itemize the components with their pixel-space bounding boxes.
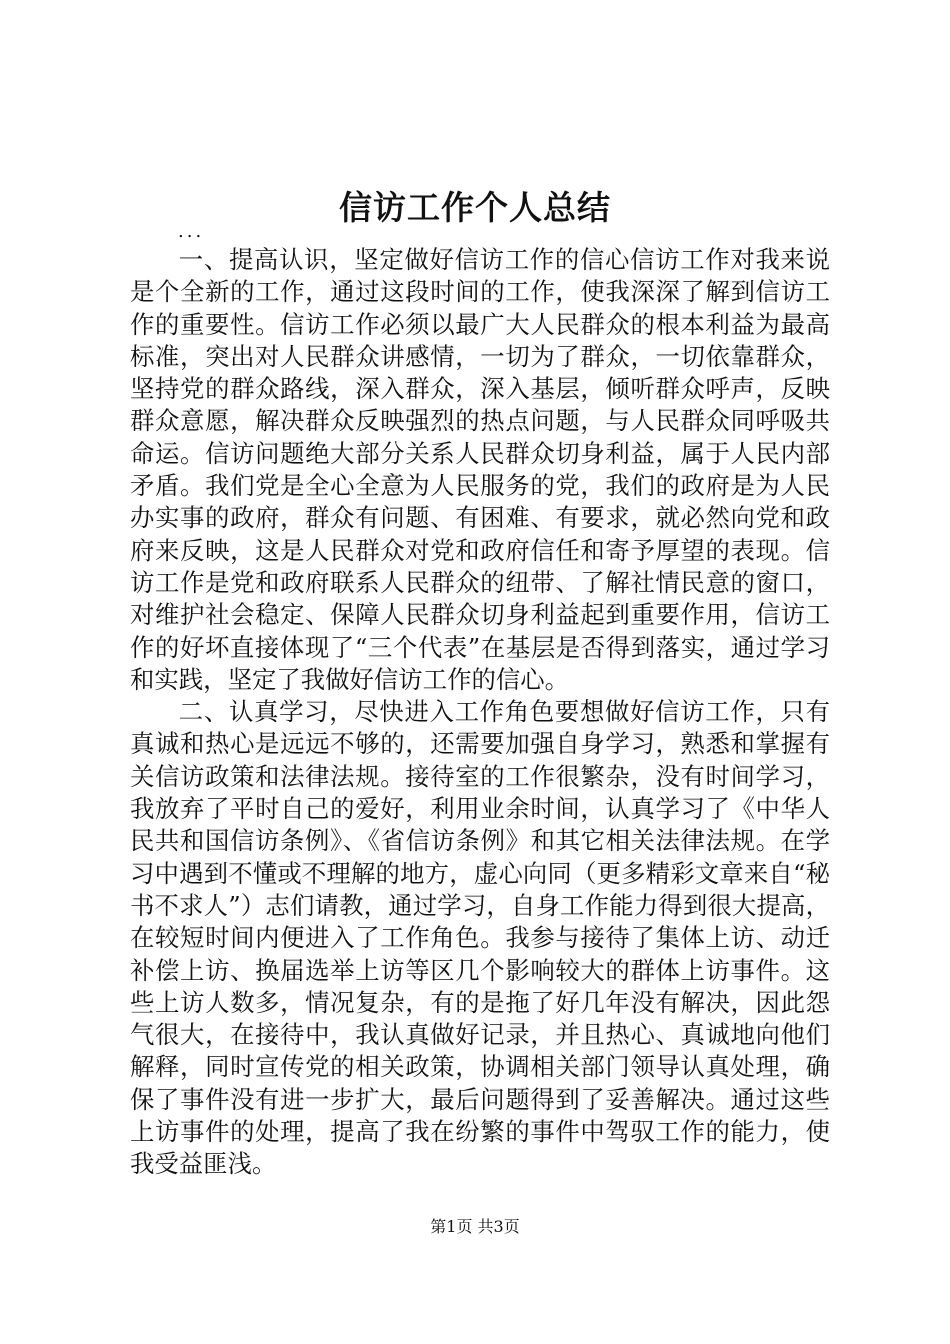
paragraph-1: 一、提高认识，坚定做好信访工作的信心信访工作对我来说是个全新的工作，通过这段时间的工作，使我深深了解到信访工作的重要性。信访工作必须以最广大人民群众的根本利益为最高标准，突出对人民群众讲感情，一切为了群众，一切依靠群众，坚持党的群众路线，深入群众，深入基层，倾听群众呼声，反映群众意愿，解决群众反映强烈的热点问题，与人民群众同呼吸共命运。信访问题绝大部分关系人民群众切身利益，属于人民内部矛盾。我们党是全心全意为人民服务的党，我们的政府是为人民办实事的政府，群众有问题、有困难、有要求，就必然向党和政府来反映，这是人民群众对党和政府信任和寄予厚望的表现。信访工作是党和政府联系人民群众的纽带、了解社情民意的窗口，对维护社会稳定、保障人民群众切身利益起到重要作用，信访工作的好坏直接体现了“三个代表”在基层是否得到落实，通过学习和实践，坚定了我做好信访工作的信心。 [130,245,830,694]
page-footer: 第1页 共3页 [430,1217,520,1236]
ellipsis-marker: ... [178,221,205,242]
paragraph-2: 二、认真学习，尽快进入工作角色要想做好信访工作，只有真诚和热心是远远不够的，还需要加强自身学习，熟悉和掌握有关信访政策和法律法规。接待室的工作很繁杂，没有时间学习，我放弃了平时自己的爱好，利用业余时间，认真学习了《中华人民共和国信访条例》、《省信访条例》和其它相关法律法规。在学习中遇到不懂或不理解的地方，虚心向同（更多精彩文章来自“秘书不求人”）志们请教，通过学习，自身工作能力得到很大提高，在较短时间内便进入了工作角色。我参与接待了集体上访、动迁补偿上访、换届选举上访等区几个影响较大的群体上访事件。这些上访人数多，情况复杂，有的是拖了好几年没有解决，因此怨气很大，在接待中，我认真做好记录，并且热心、真诚地向他们解释，同时宣传党的相关政策，协调相关部门领导认真处理，确保了事件没有进一步扩大，最后问题得到了妥善解决。通过这些上访事件的处理，提高了我在纷繁的事件中驾驭工作的能力，使我受益匪浅。 [130,697,830,1179]
body-text [130,244,830,1181]
page-title: 信访工作个人总结 [339,188,611,227]
